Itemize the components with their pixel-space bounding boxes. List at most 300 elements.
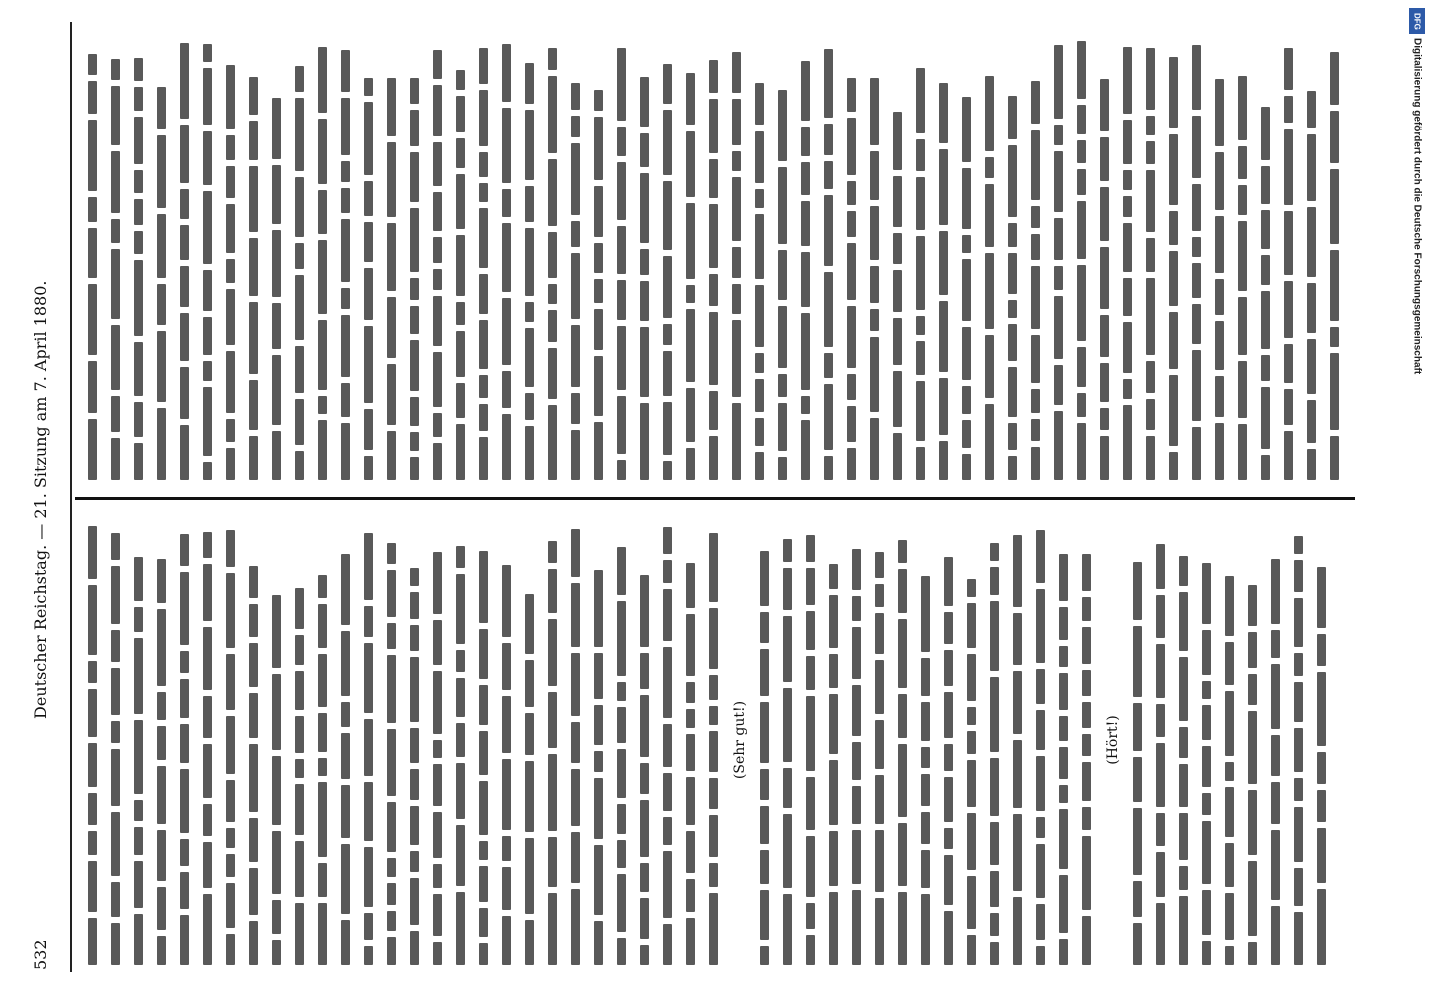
word-glyphs — [341, 920, 350, 965]
word-glyphs — [732, 177, 741, 241]
word-glyphs — [939, 149, 948, 225]
word-glyphs — [594, 243, 603, 273]
text-line — [312, 30, 332, 480]
word-glyphs — [916, 68, 925, 133]
word-glyphs — [1082, 597, 1091, 621]
word-glyphs — [548, 348, 557, 399]
word-glyphs — [249, 238, 258, 296]
word-glyphs — [921, 702, 930, 741]
word-glyphs — [249, 921, 258, 965]
text-line — [496, 30, 516, 480]
word-glyphs — [1054, 266, 1063, 290]
word-glyphs — [272, 355, 281, 425]
word-glyphs — [318, 320, 327, 390]
word-glyphs — [134, 720, 143, 794]
word-glyphs — [410, 208, 419, 272]
word-glyphs — [134, 827, 143, 855]
word-glyphs — [916, 139, 925, 171]
text-line — [1288, 515, 1308, 965]
word-glyphs — [134, 260, 143, 336]
word-glyphs — [249, 380, 258, 430]
word-glyphs — [617, 396, 626, 454]
text-line — [726, 30, 746, 480]
word-glyphs — [88, 585, 97, 655]
word-glyphs — [709, 99, 718, 153]
word-glyphs — [594, 653, 603, 699]
word-glyphs — [778, 374, 787, 397]
word-glyphs — [249, 302, 258, 374]
word-glyphs — [456, 383, 465, 418]
text-line — [1232, 30, 1252, 480]
word-glyphs — [875, 898, 884, 965]
word-glyphs — [502, 44, 511, 102]
word-glyphs — [226, 65, 235, 129]
word-glyphs — [1248, 790, 1257, 855]
word-glyphs — [1100, 408, 1109, 430]
text-line — [1007, 515, 1027, 965]
text-line — [128, 515, 148, 965]
word-glyphs — [847, 181, 856, 205]
word-glyphs — [944, 612, 953, 644]
word-glyphs — [203, 627, 212, 690]
word-glyphs — [783, 688, 792, 762]
word-glyphs — [617, 804, 626, 834]
word-glyphs — [502, 189, 511, 217]
word-glyphs — [479, 183, 488, 202]
word-glyphs — [875, 720, 884, 769]
word-glyphs — [852, 786, 861, 824]
word-glyphs — [88, 743, 97, 787]
word-glyphs — [571, 393, 580, 424]
word-glyphs — [134, 861, 143, 908]
word-glyphs — [226, 828, 235, 848]
word-glyphs — [921, 812, 930, 844]
text-line — [869, 515, 889, 965]
word-glyphs — [479, 943, 488, 965]
word-glyphs — [410, 769, 419, 800]
word-glyphs — [1294, 728, 1303, 772]
word-glyphs — [1100, 436, 1109, 480]
word-glyphs — [732, 247, 741, 278]
word-glyphs — [272, 900, 281, 934]
word-glyphs — [1031, 389, 1040, 413]
word-glyphs — [433, 671, 442, 734]
word-glyphs — [806, 568, 815, 605]
word-glyphs — [594, 309, 603, 350]
word-glyphs — [1215, 79, 1224, 146]
word-glyphs — [1330, 52, 1339, 105]
word-glyphs — [806, 696, 815, 771]
word-glyphs — [1100, 187, 1109, 241]
word-glyphs — [295, 451, 304, 480]
word-glyphs — [1008, 145, 1017, 217]
word-glyphs — [295, 716, 304, 753]
word-glyphs — [617, 682, 626, 701]
word-glyphs — [502, 643, 511, 690]
word-glyphs — [1008, 423, 1017, 450]
word-glyphs — [709, 159, 718, 198]
word-glyphs — [525, 713, 534, 755]
text-line — [473, 515, 493, 965]
word-glyphs — [157, 887, 166, 930]
word-glyphs — [341, 98, 350, 155]
word-glyphs — [1059, 939, 1068, 965]
word-glyphs — [1179, 866, 1188, 890]
text-line — [777, 515, 797, 965]
word-glyphs — [962, 386, 971, 414]
word-glyphs — [525, 393, 534, 420]
word-glyphs — [571, 253, 580, 319]
word-glyphs — [594, 845, 603, 915]
word-glyphs — [783, 539, 792, 562]
word-glyphs — [88, 361, 97, 413]
word-glyphs — [870, 151, 879, 200]
word-glyphs — [1100, 137, 1109, 181]
word-glyphs — [249, 868, 258, 915]
text-line — [984, 515, 1004, 965]
word-glyphs — [318, 782, 327, 857]
word-glyphs — [410, 457, 419, 480]
text-line — [519, 30, 539, 480]
text-line — [915, 515, 935, 965]
word-glyphs — [594, 422, 603, 480]
word-glyphs — [502, 916, 511, 965]
word-glyphs — [1008, 253, 1017, 294]
word-glyphs — [1238, 146, 1247, 179]
word-glyphs — [180, 225, 189, 260]
word-glyphs — [916, 316, 925, 335]
word-glyphs — [962, 327, 971, 380]
word-glyphs — [387, 802, 396, 852]
word-glyphs — [962, 235, 971, 253]
word-glyphs — [709, 893, 718, 965]
word-glyphs — [318, 420, 327, 480]
word-glyphs — [686, 682, 695, 703]
word-glyphs — [1008, 300, 1017, 318]
word-glyphs — [157, 609, 166, 686]
word-glyphs — [1077, 393, 1086, 417]
word-glyphs — [1036, 844, 1045, 898]
word-glyphs — [640, 800, 649, 857]
word-glyphs — [318, 190, 327, 234]
word-glyphs — [1169, 57, 1178, 128]
word-glyphs — [594, 356, 603, 416]
word-glyphs — [157, 87, 166, 129]
text-line — [1265, 515, 1285, 965]
word-glyphs — [663, 402, 672, 455]
word-glyphs — [686, 614, 695, 676]
word-glyphs — [640, 281, 649, 321]
word-glyphs — [1202, 890, 1211, 935]
word-glyphs — [571, 325, 580, 387]
word-glyphs — [410, 78, 419, 104]
word-glyphs — [1215, 321, 1224, 370]
word-glyphs — [525, 186, 534, 222]
word-glyphs — [1036, 817, 1045, 838]
word-glyphs — [1059, 875, 1068, 933]
word-glyphs — [829, 694, 838, 754]
word-glyphs — [387, 142, 396, 217]
word-glyphs — [870, 206, 879, 260]
word-glyphs — [1123, 196, 1132, 217]
word-glyphs — [594, 570, 603, 647]
word-glyphs — [272, 595, 281, 668]
text-line — [1002, 30, 1022, 480]
word-glyphs — [755, 131, 764, 183]
word-glyphs — [967, 813, 976, 870]
word-glyphs — [1100, 79, 1109, 131]
word-glyphs — [318, 47, 327, 113]
word-glyphs — [824, 272, 833, 347]
word-glyphs — [1082, 762, 1091, 801]
word-glyphs — [1133, 808, 1142, 875]
word-glyphs — [111, 721, 120, 743]
word-glyphs — [387, 883, 396, 905]
word-glyphs — [852, 890, 861, 965]
word-glyphs — [990, 913, 999, 936]
word-glyphs — [180, 189, 189, 219]
word-glyphs — [1248, 632, 1257, 668]
word-glyphs — [1123, 405, 1132, 480]
word-glyphs — [364, 326, 373, 403]
word-glyphs — [829, 654, 838, 688]
word-glyphs — [134, 342, 143, 396]
word-glyphs — [525, 302, 534, 322]
word-glyphs — [829, 760, 838, 825]
text-line — [128, 30, 148, 480]
word-glyphs — [433, 50, 442, 79]
word-glyphs — [1248, 711, 1257, 784]
word-glyphs — [617, 749, 626, 798]
word-glyphs — [640, 77, 649, 127]
word-glyphs — [824, 195, 833, 266]
word-glyphs — [479, 208, 488, 268]
word-glyphs — [111, 151, 120, 213]
word-glyphs — [1225, 843, 1234, 887]
word-glyphs — [318, 604, 327, 648]
word-glyphs — [111, 749, 120, 806]
word-glyphs — [893, 233, 902, 264]
word-glyphs — [939, 378, 948, 435]
word-glyphs — [847, 118, 856, 175]
word-glyphs — [1307, 339, 1316, 394]
word-glyphs — [410, 931, 419, 965]
text-line — [82, 30, 102, 480]
word-glyphs — [272, 940, 281, 965]
word-glyphs — [1123, 170, 1132, 190]
word-glyphs — [134, 199, 143, 225]
word-glyphs — [364, 181, 373, 216]
word-glyphs — [824, 384, 833, 450]
word-glyphs — [1192, 45, 1201, 110]
word-glyphs — [760, 890, 769, 940]
word-glyphs — [686, 203, 695, 279]
word-glyphs — [1077, 423, 1086, 480]
word-glyphs — [1248, 861, 1257, 936]
word-glyphs — [921, 894, 930, 965]
word-glyphs — [1284, 211, 1293, 275]
word-glyphs — [617, 460, 626, 480]
word-glyphs — [1192, 184, 1201, 231]
word-glyphs — [226, 351, 235, 413]
word-glyphs — [571, 430, 580, 480]
word-glyphs — [939, 441, 948, 480]
word-glyphs — [1225, 576, 1234, 636]
word-glyphs — [249, 77, 258, 115]
word-glyphs — [571, 116, 580, 137]
word-glyphs — [1238, 424, 1247, 480]
word-glyphs — [1179, 727, 1188, 758]
word-glyphs — [134, 170, 143, 193]
word-glyphs — [732, 320, 741, 397]
word-glyphs — [944, 744, 953, 771]
word-glyphs — [847, 306, 856, 368]
word-glyphs — [990, 758, 999, 816]
word-glyphs — [916, 447, 925, 480]
word-glyphs — [410, 806, 419, 845]
word-glyphs — [433, 552, 442, 614]
credit-strip — [1406, 8, 1428, 998]
word-glyphs — [783, 616, 792, 682]
word-glyphs — [111, 438, 120, 480]
word-glyphs — [755, 353, 764, 373]
word-glyphs — [157, 331, 166, 402]
word-glyphs — [755, 189, 764, 208]
word-glyphs — [571, 583, 580, 647]
word-glyphs — [548, 76, 557, 153]
word-glyphs — [1031, 206, 1040, 228]
word-glyphs — [1013, 535, 1022, 607]
text-line — [1163, 30, 1183, 480]
text-line — [588, 515, 608, 965]
word-glyphs — [1307, 449, 1316, 480]
word-glyphs — [134, 117, 143, 164]
word-glyphs — [456, 825, 465, 886]
word-glyphs — [1082, 702, 1091, 728]
word-glyphs — [617, 840, 626, 868]
word-glyphs — [1192, 237, 1201, 257]
word-glyphs — [1059, 646, 1068, 667]
word-glyphs — [1248, 585, 1257, 626]
text-line — [174, 515, 194, 965]
word-glyphs — [944, 650, 953, 686]
word-glyphs — [203, 696, 212, 738]
word-glyphs — [921, 774, 930, 806]
word-glyphs — [226, 934, 235, 965]
word-glyphs — [709, 204, 718, 268]
word-glyphs — [456, 892, 465, 965]
word-glyphs — [617, 547, 626, 595]
word-glyphs — [1013, 814, 1022, 891]
word-glyphs — [1294, 807, 1303, 862]
word-glyphs — [1054, 365, 1063, 405]
word-glyphs — [944, 855, 953, 905]
word-glyphs — [1054, 218, 1063, 260]
text-line — [933, 30, 953, 480]
word-glyphs — [755, 83, 764, 125]
word-glyphs — [1238, 76, 1247, 140]
word-glyphs — [663, 647, 672, 718]
word-glyphs — [617, 326, 626, 390]
word-glyphs — [1036, 589, 1045, 663]
word-glyphs — [1156, 704, 1165, 737]
word-glyphs — [893, 371, 902, 427]
word-glyphs — [226, 448, 235, 480]
word-glyphs — [387, 543, 396, 564]
word-glyphs — [875, 775, 884, 824]
word-glyphs — [640, 327, 649, 397]
text-line — [82, 515, 102, 965]
word-glyphs — [806, 535, 815, 562]
word-glyphs — [548, 405, 557, 480]
word-glyphs — [1307, 91, 1316, 128]
word-glyphs — [479, 629, 488, 679]
word-glyphs — [875, 584, 884, 607]
word-glyphs — [755, 452, 764, 480]
word-glyphs — [1100, 363, 1109, 402]
word-glyphs — [525, 426, 534, 480]
word-glyphs — [663, 527, 672, 554]
word-glyphs — [663, 324, 672, 345]
word-glyphs — [180, 313, 189, 361]
word-glyphs — [686, 918, 695, 965]
dfg-logo: DFG — [1409, 8, 1425, 34]
word-glyphs — [111, 219, 120, 243]
word-glyphs — [985, 76, 994, 151]
word-glyphs — [410, 851, 419, 872]
word-glyphs — [893, 176, 902, 227]
text-line — [1030, 515, 1050, 965]
word-glyphs — [709, 706, 718, 725]
word-glyphs — [1077, 105, 1086, 134]
word-glyphs — [180, 872, 189, 909]
word-glyphs — [272, 831, 281, 894]
word-glyphs — [967, 731, 976, 754]
word-glyphs — [663, 181, 672, 250]
word-glyphs — [760, 702, 769, 763]
word-glyphs — [916, 177, 925, 230]
word-glyphs — [852, 830, 861, 884]
word-glyphs — [1169, 375, 1178, 446]
word-glyphs — [295, 399, 304, 445]
word-glyphs — [944, 557, 953, 606]
digitization-credit — [10, 5, 990, 25]
word-glyphs — [502, 836, 511, 861]
word-glyphs — [1146, 116, 1155, 135]
word-glyphs — [1294, 682, 1303, 722]
word-glyphs — [985, 404, 994, 480]
word-glyphs — [341, 383, 350, 417]
word-glyphs — [686, 734, 695, 771]
column-divider — [75, 497, 1355, 500]
word-glyphs — [88, 689, 97, 737]
word-glyphs — [939, 301, 948, 372]
word-glyphs — [180, 43, 189, 119]
word-glyphs — [433, 620, 442, 665]
word-glyphs — [88, 918, 97, 965]
word-glyphs — [479, 320, 488, 369]
word-glyphs — [640, 863, 649, 892]
word-glyphs — [663, 256, 672, 318]
word-glyphs — [1133, 757, 1142, 802]
word-glyphs — [806, 836, 815, 897]
word-glyphs — [783, 568, 792, 610]
word-glyphs — [1036, 756, 1045, 811]
text-line — [542, 515, 562, 965]
word-glyphs — [249, 693, 258, 738]
text-line — [1150, 515, 1170, 965]
word-glyphs — [295, 635, 304, 665]
